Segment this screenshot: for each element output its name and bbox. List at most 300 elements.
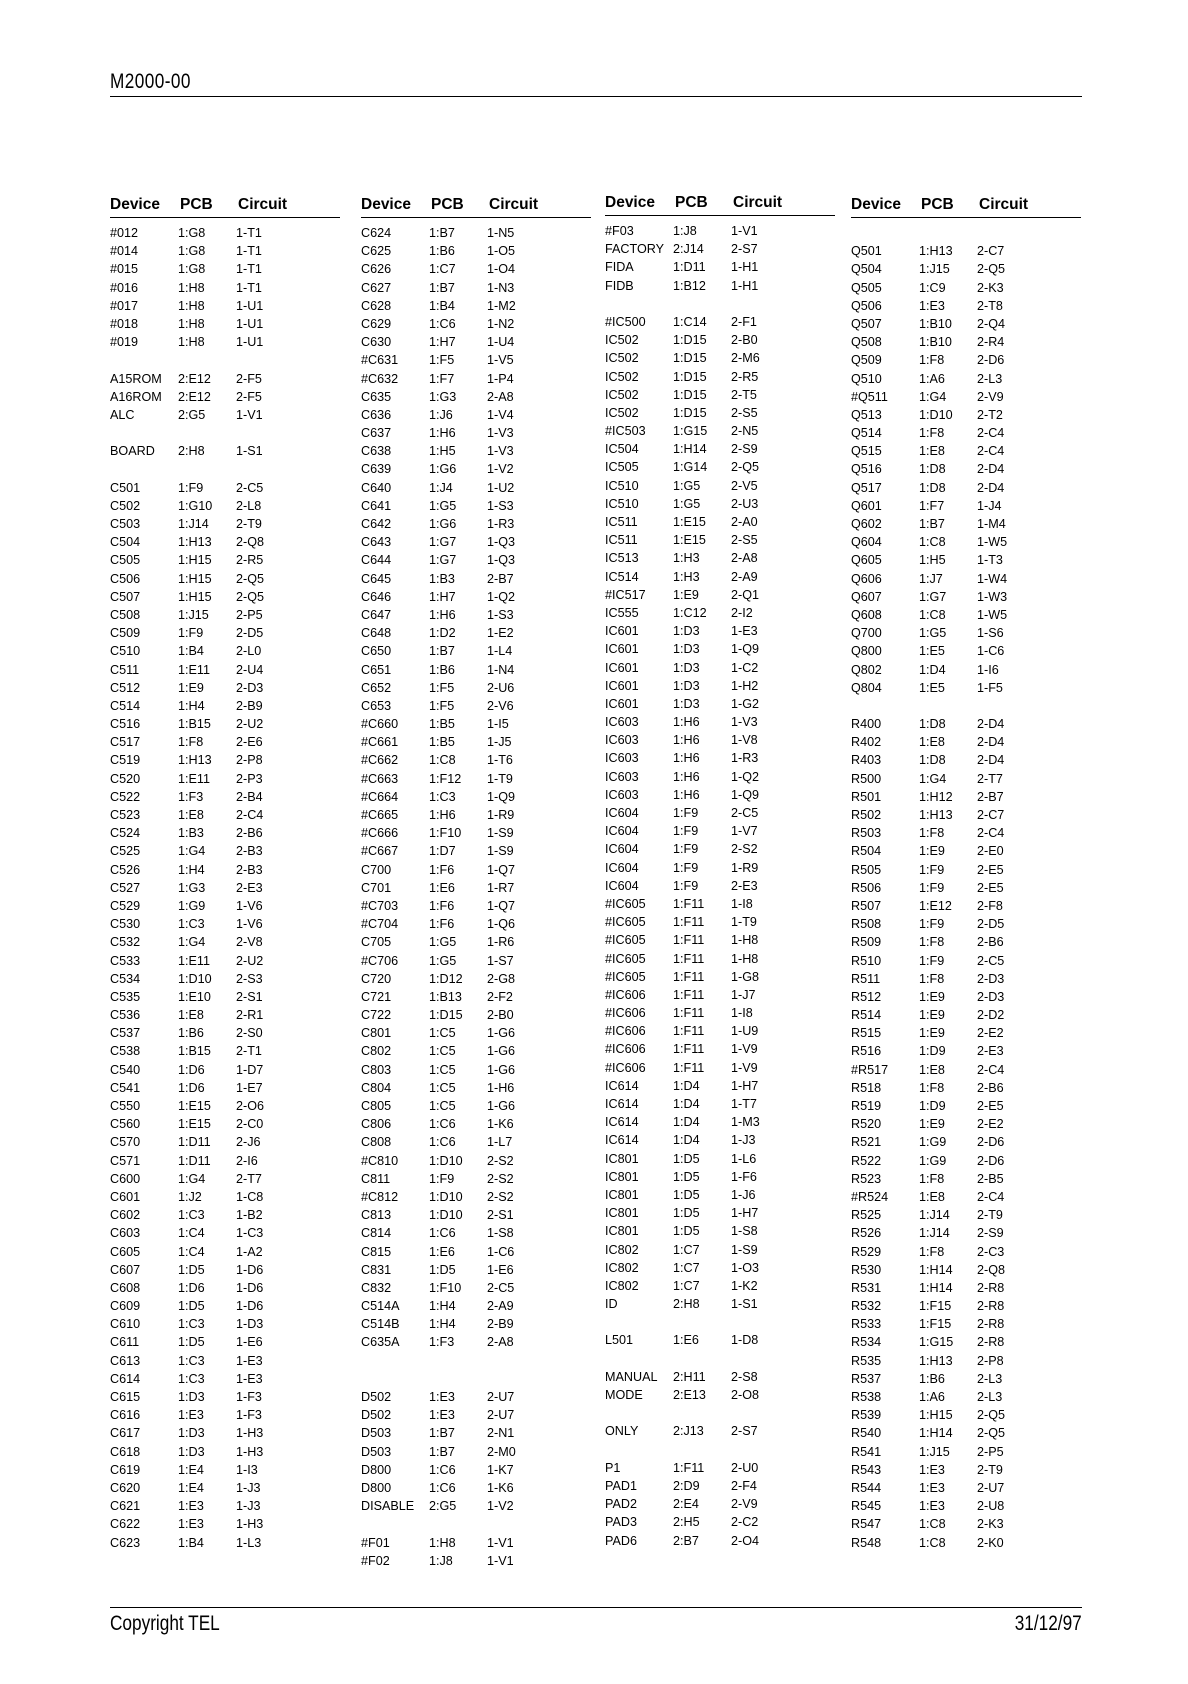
pcb-cell: 1:G8 (178, 262, 206, 277)
circuit-cell: 1-E3 (236, 1353, 263, 1368)
device-cell: #C665 (361, 808, 399, 822)
pcb-cell: 1:E11 (178, 662, 210, 677)
device-cell: PAD1 (605, 1478, 637, 1493)
table-row (110, 1206, 340, 1224)
pcb-cell: 1:J15 (178, 607, 209, 622)
table-row (605, 768, 835, 786)
table-row (361, 1461, 591, 1479)
pcb-cell: 1:F3 (178, 789, 204, 804)
table-row (110, 315, 340, 333)
pcb-cell: 1:D10 (429, 1189, 463, 1204)
table-row (851, 1224, 1081, 1242)
table-row (110, 697, 340, 715)
device-cell: C541 (110, 1080, 141, 1095)
header-pcb: PCB (921, 196, 954, 213)
device-cell: IC614 (605, 1097, 639, 1111)
pcb-cell: 1:H7 (429, 335, 456, 350)
pcb-cell: 1:F12 (429, 771, 462, 786)
pcb-cell: 1:F9 (673, 860, 699, 875)
pcb-cell: 1:F9 (673, 842, 699, 857)
table-row (851, 733, 1081, 751)
table-row (110, 679, 340, 697)
table-row (110, 1352, 340, 1370)
circuit-cell: 1-E2 (487, 626, 514, 641)
device-cell: C510 (110, 644, 141, 659)
pcb-cell: 1:H14 (673, 442, 707, 457)
pcb-cell: 1:E3 (429, 1390, 455, 1404)
table-row (361, 1497, 591, 1515)
table-row (361, 1352, 591, 1370)
table-row (605, 440, 835, 458)
table-row (361, 570, 591, 588)
circuit-cell: 2-U0 (731, 1460, 759, 1475)
table-row (361, 642, 591, 660)
circuit-cell: 1-R3 (731, 751, 759, 766)
circuit-cell: 1-E7 (236, 1080, 263, 1095)
header-device: Device (361, 196, 411, 213)
device-cell: R547 (851, 1517, 882, 1532)
table-row (605, 877, 835, 895)
device-cell: IC502 (605, 387, 639, 402)
circuit-cell: 2-E2 (977, 1117, 1004, 1132)
circuit-cell: 2-D6 (977, 1153, 1005, 1168)
table-row (361, 479, 591, 497)
circuit-cell: 1-V7 (731, 824, 758, 839)
pcb-cell: 1:H6 (673, 769, 700, 784)
circuit-cell: 2-A8 (487, 1335, 514, 1350)
circuit-cell: 1-V9 (731, 1060, 758, 1075)
circuit-cell: 2-E2 (977, 1026, 1004, 1041)
device-cell: C705 (361, 935, 392, 950)
pcb-cell: 1:H5 (429, 444, 456, 459)
circuit-cell: 1-H3 (236, 1444, 264, 1459)
device-cell: IC604 (605, 842, 639, 857)
device-cell: C805 (361, 1099, 392, 1113)
table-row (110, 842, 340, 860)
pcb-cell: 1:D8 (919, 753, 946, 768)
circuit-cell: 1-U2 (487, 480, 515, 495)
circuit-cell: 2-U2 (236, 953, 264, 968)
table-row (110, 988, 340, 1006)
pcb-cell: 1:J4 (429, 480, 453, 495)
circuit-cell: 2-U7 (487, 1390, 515, 1404)
device-cell: C700 (361, 862, 392, 877)
pcb-cell: 1:D10 (429, 1153, 463, 1168)
circuit-cell: 2-K3 (977, 1517, 1004, 1532)
device-cell: C641 (361, 498, 392, 513)
table-row (851, 1352, 1081, 1370)
device-cell: #017 (110, 298, 139, 313)
table-row (361, 406, 591, 424)
pcb-cell: 1:F8 (178, 735, 204, 750)
device-cell: C645 (361, 571, 392, 586)
circuit-cell: 2-V8 (236, 935, 263, 950)
device-cell: #C666 (361, 826, 399, 841)
table-row (110, 297, 340, 315)
table-row (110, 406, 340, 424)
circuit-cell: 1-T6 (487, 753, 513, 768)
table-row (361, 515, 591, 533)
pcb-cell: 1:F11 (673, 951, 705, 966)
device-cell: C607 (110, 1262, 141, 1277)
table-row (605, 1422, 835, 1440)
pcb-cell: 1:G6 (429, 462, 457, 477)
table-row (851, 588, 1081, 606)
table-row (110, 1024, 340, 1042)
table-row (110, 588, 340, 606)
table-row (110, 424, 340, 442)
table-row (605, 1131, 835, 1149)
device-cell: IC604 (605, 824, 639, 839)
table-row (110, 1315, 340, 1333)
circuit-cell: 2-S7 (731, 242, 758, 257)
circuit-cell: 1-M2 (487, 298, 516, 313)
device-cell: C571 (110, 1153, 141, 1168)
circuit-cell: 1-S9 (487, 844, 514, 859)
pcb-cell: 1:D11 (673, 260, 706, 275)
pcb-cell: 1:G5 (919, 626, 947, 641)
circuit-cell: 1-S1 (236, 444, 263, 459)
table-row (605, 822, 835, 840)
pcb-cell: 1:D2 (429, 626, 456, 641)
circuit-cell: 1-Q7 (487, 862, 515, 877)
table-row (361, 1534, 591, 1552)
device-cell: R500 (851, 771, 882, 786)
circuit-cell: 2-K3 (977, 280, 1004, 295)
table-row (605, 840, 835, 858)
circuit-cell: 2-D6 (977, 353, 1005, 368)
circuit-cell: 2-T7 (977, 771, 1003, 786)
device-cell: A16ROM (110, 389, 162, 404)
pcb-cell: 1:H6 (429, 808, 456, 822)
table-row (110, 1243, 340, 1261)
circuit-cell: 2-F4 (731, 1478, 757, 1493)
table-row (110, 733, 340, 751)
pcb-cell: 1:A6 (919, 371, 945, 386)
device-cell: IC513 (605, 551, 639, 566)
device-cell: C509 (110, 626, 141, 641)
device-cell: C652 (361, 680, 392, 695)
device-cell: R531 (851, 1280, 882, 1295)
pcb-cell: 1:H6 (673, 787, 700, 802)
device-cell: C647 (361, 607, 392, 622)
device-cell: FIDA (605, 260, 634, 275)
pcb-cell: 1:D5 (673, 1169, 700, 1184)
pcb-cell: 1:D8 (919, 717, 946, 732)
pcb-cell: 1:C4 (178, 1244, 205, 1259)
circuit-cell: 1-W5 (977, 535, 1008, 550)
circuit-cell: 1-W4 (977, 571, 1008, 586)
table-row (110, 1115, 340, 1133)
pcb-cell: 1:E9 (919, 1117, 945, 1132)
pcb-cell: 1:B6 (178, 1026, 204, 1041)
table-row (605, 622, 835, 640)
pcb-cell: 1:E9 (919, 844, 945, 859)
device-cell: #C631 (361, 353, 399, 368)
header-pcb: PCB (675, 194, 708, 211)
device-cell: C720 (361, 971, 392, 986)
pcb-cell: 1:E3 (919, 1499, 945, 1514)
circuit-cell: 1-R7 (487, 880, 515, 895)
circuit-cell: 2-L3 (977, 371, 1003, 386)
circuit-cell: 2-Q5 (977, 1408, 1005, 1423)
pcb-cell: 1:E6 (673, 1333, 699, 1348)
table-row (605, 240, 835, 258)
table-row (361, 1152, 591, 1170)
table-row (110, 551, 340, 569)
table-row (110, 370, 340, 388)
device-cell: #IC500 (605, 314, 646, 329)
device-cell: PAD2 (605, 1497, 637, 1512)
table-row (605, 277, 835, 295)
device-cell: Q504 (851, 262, 882, 277)
pcb-cell: 1:F11 (673, 987, 705, 1002)
table-row (110, 897, 340, 915)
circuit-cell: 1-V1 (487, 1535, 514, 1550)
circuit-cell: 1-E6 (487, 1262, 514, 1277)
device-cell: #Q511 (851, 389, 888, 404)
circuit-cell: 1-J3 (731, 1133, 756, 1148)
device-cell: C514A (361, 1299, 400, 1314)
footer-copyright: Copyright TEL (110, 1612, 220, 1635)
pcb-cell: 1:G5 (673, 496, 701, 511)
pcb-cell: 1:G7 (919, 589, 947, 604)
table-row (605, 295, 835, 313)
device-cell: IC802 (605, 1242, 639, 1257)
pcb-cell: 1:C6 (429, 1480, 456, 1495)
device-cell: R511 (851, 971, 881, 986)
pcb-cell: 1:G6 (429, 517, 457, 531)
device-cell: #014 (110, 244, 139, 259)
pcb-cell: 1:E4 (178, 1480, 204, 1495)
circuit-cell: 1-L6 (731, 1151, 757, 1166)
device-cell: R543 (851, 1462, 882, 1477)
device-cell: C721 (361, 989, 392, 1004)
table-row (110, 642, 340, 660)
table-row (361, 1261, 591, 1279)
table-row (605, 531, 835, 549)
column-header-rule (605, 215, 835, 216)
device-cell: C636 (361, 407, 392, 422)
table-row (605, 804, 835, 822)
device-cell: C532 (110, 935, 141, 950)
table-row (851, 1061, 1081, 1079)
circuit-cell: 2-L0 (236, 644, 262, 659)
device-cell: IC603 (605, 787, 639, 802)
pcb-cell: 1:C8 (919, 607, 946, 622)
pcb-cell: 1:D10 (919, 407, 953, 422)
device-cell: PAD3 (605, 1515, 637, 1530)
table-row (361, 788, 591, 806)
table-row (361, 624, 591, 642)
circuit-cell: 1-U1 (236, 316, 264, 331)
circuit-cell: 2-B3 (236, 862, 263, 877)
circuit-cell: 1-J3 (236, 1499, 261, 1514)
pcb-cell: 1:E10 (178, 989, 211, 1004)
device-cell: R506 (851, 880, 882, 895)
device-cell: Q501 (851, 244, 882, 259)
circuit-cell: 2-S8 (731, 1369, 758, 1384)
device-cell: C611 (110, 1335, 140, 1350)
circuit-cell: 2-U8 (977, 1499, 1005, 1514)
pcb-cell: 1:F9 (919, 917, 945, 932)
pcb-cell: 1:F7 (429, 371, 455, 386)
pcb-cell: 1:C3 (178, 917, 205, 932)
circuit-cell: 2-D4 (977, 480, 1005, 495)
pcb-cell: 1:E8 (178, 808, 204, 822)
device-cell: R518 (851, 1080, 882, 1095)
circuit-cell: 2-A8 (487, 389, 514, 404)
table-row (361, 1206, 591, 1224)
device-cell: Q605 (851, 553, 882, 568)
table-row (361, 1115, 591, 1133)
device-cell: C617 (110, 1426, 141, 1441)
table-row (605, 677, 835, 695)
device-cell: IC511 (605, 515, 638, 529)
circuit-cell: 2-C7 (977, 244, 1005, 259)
device-cell: C814 (361, 1226, 392, 1241)
device-cell: C603 (110, 1226, 141, 1241)
header-device: Device (605, 194, 655, 211)
circuit-cell: 1-W5 (977, 607, 1008, 622)
circuit-cell: 1-P4 (487, 371, 514, 386)
table-row (605, 549, 835, 567)
table-row (361, 1552, 591, 1570)
circuit-cell: 1-I6 (977, 662, 999, 677)
circuit-cell: 1-H1 (731, 260, 759, 275)
pcb-cell: 1:H13 (178, 535, 212, 550)
device-cell: C507 (110, 589, 141, 604)
device-cell: R508 (851, 917, 882, 932)
table-row (110, 933, 340, 951)
table-row (605, 404, 835, 422)
circuit-cell: 1-I8 (731, 1006, 753, 1021)
pcb-cell: 1:G3 (429, 389, 457, 404)
table-row (110, 515, 340, 533)
pcb-cell: 1:G7 (429, 535, 457, 550)
pcb-cell: 1:H8 (178, 280, 205, 295)
device-cell: R535 (851, 1353, 882, 1368)
table-row (605, 1022, 835, 1040)
circuit-cell: 2-U7 (487, 1408, 515, 1423)
device-cell: D502 (361, 1408, 392, 1423)
device-cell: #IC606 (605, 1042, 646, 1057)
table-row (605, 895, 835, 913)
page-header-title: M2000-00 (110, 70, 191, 93)
table-row (110, 970, 340, 988)
pcb-cell: 1:G9 (919, 1153, 947, 1168)
circuit-cell: 2-R8 (977, 1335, 1005, 1350)
table-row (605, 386, 835, 404)
table-row (361, 824, 591, 842)
table-row (361, 1042, 591, 1060)
circuit-cell: 2-B3 (236, 844, 263, 859)
table-row (851, 260, 1081, 278)
device-cell: C806 (361, 1117, 392, 1132)
circuit-cell: 2-T1 (236, 1044, 262, 1059)
device-cell: C524 (110, 826, 141, 841)
circuit-cell: 2-Q8 (236, 535, 264, 550)
pcb-cell: 1:H5 (919, 553, 946, 568)
pcb-cell: 1:F9 (919, 862, 945, 877)
device-cell: #C704 (361, 917, 399, 932)
table-row (851, 988, 1081, 1006)
circuit-cell: 1-N5 (487, 226, 515, 240)
table-row (361, 1406, 591, 1424)
circuit-cell: 1-V9 (731, 1042, 758, 1057)
circuit-cell: 2-B5 (977, 1171, 1004, 1186)
header-device: Device (110, 196, 160, 213)
pcb-cell: 1:H6 (429, 426, 456, 441)
table-row (361, 1097, 591, 1115)
table-row (851, 1079, 1081, 1097)
table-row (605, 258, 835, 276)
pcb-cell: 1:E3 (178, 1499, 204, 1514)
circuit-cell: 2-D5 (236, 626, 264, 641)
circuit-cell: 2-O8 (731, 1388, 759, 1402)
device-cell: C614 (110, 1371, 141, 1386)
table-row (361, 424, 591, 442)
device-cell: #012 (110, 226, 139, 240)
circuit-cell: 1-N4 (487, 662, 515, 677)
pcb-cell: 1:E15 (178, 1117, 211, 1132)
circuit-cell: 2-G8 (487, 971, 515, 986)
circuit-cell: 2-T9 (977, 1208, 1003, 1223)
header-circuit: Circuit (489, 196, 539, 213)
circuit-cell: 1-S8 (731, 1224, 758, 1239)
table-row (605, 913, 835, 931)
device-cell: R512 (851, 989, 882, 1004)
pcb-cell: 1:H14 (919, 1280, 953, 1295)
device-cell: C535 (110, 989, 141, 1004)
table-row (851, 1443, 1081, 1461)
pcb-cell: 1:D4 (673, 1115, 700, 1130)
circuit-cell: 2-N5 (731, 424, 759, 439)
pcb-cell: 1:E3 (919, 1462, 945, 1477)
table-row (605, 1150, 835, 1168)
table-row (361, 842, 591, 860)
circuit-cell: 2-T9 (236, 517, 262, 531)
device-column-1 (110, 195, 340, 1550)
circuit-cell: 1-C8 (236, 1189, 264, 1204)
pcb-cell: 1:F3 (429, 1335, 455, 1350)
device-cell: FIDB (605, 278, 634, 293)
device-cell: #IC606 (605, 1060, 646, 1075)
pcb-cell: 1:J6 (429, 407, 453, 422)
device-cell: C520 (110, 771, 141, 786)
device-cell: #F02 (361, 1553, 390, 1568)
pcb-cell: 1:C3 (178, 1208, 205, 1223)
circuit-cell: 2-C4 (977, 1062, 1005, 1077)
circuit-cell: 1-V3 (731, 715, 758, 730)
device-cell: R545 (851, 1499, 882, 1514)
column-header-rule (361, 217, 591, 218)
circuit-cell: 1-T1 (236, 262, 262, 277)
circuit-cell: 2-F1 (731, 314, 757, 329)
circuit-cell: 2-Q5 (731, 460, 759, 475)
pcb-cell: 1:H12 (919, 789, 953, 804)
table-row (851, 1097, 1081, 1115)
pcb-cell: 1:E3 (919, 298, 945, 313)
circuit-cell: 1-V1 (236, 407, 263, 422)
device-cell: C622 (110, 1517, 141, 1532)
circuit-cell: 1-C3 (236, 1226, 264, 1241)
circuit-cell: 2-C4 (977, 426, 1005, 441)
device-cell: C619 (110, 1462, 141, 1477)
circuit-cell: 2-U3 (731, 496, 759, 511)
circuit-cell: 2-U4 (236, 662, 264, 677)
circuit-cell: 1-Q9 (731, 787, 759, 802)
